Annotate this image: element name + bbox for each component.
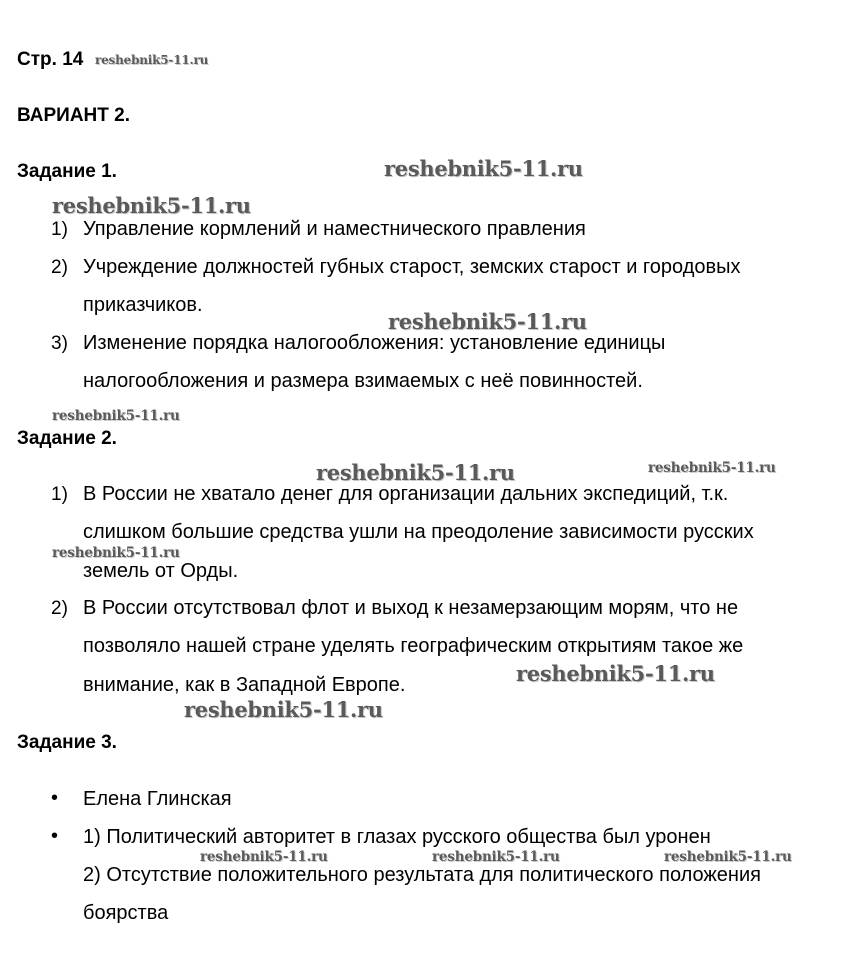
watermark: reshebnik5-11.ru [184,697,383,722]
task1-item-1-text: Управление кормлений и наместнического правления [83,218,586,240]
task2-item-2-text-cont2: внимание, как в Западной Европе. [83,674,406,696]
bullet-icon: • [51,825,59,847]
watermark: reshebnik5-11.ru [200,849,328,865]
task1-item-3-text-cont: налогообложения и размера взимаемых с неё повинностей. [83,370,643,392]
task1-item-1-number: 1) [51,219,68,240]
task3-title: Задание 3. [17,732,117,753]
task1-item-2-text: Учреждение должностей губных старост, земских старост и городовых [83,256,741,278]
task3-bullet-1-text: Елена Глинская [83,788,232,810]
watermark: reshebnik5-11.ru [52,193,251,218]
task1-item-2-text-cont: приказчиков. [83,294,203,316]
task3-bullet-2-line-2: 2) Отсутствие положительного результата для политического положения [83,864,761,886]
task2-item-1-text-cont2: земель от Орды. [83,560,239,582]
task2-item-1-text-cont: слишком большие средства ушли на преодоление зависимости русских [83,521,754,543]
watermark: reshebnik5-11.ru [432,849,560,865]
task1-title: Задание 1. [17,161,117,182]
bullet-icon: • [51,787,59,809]
variant-title: ВАРИАНТ 2. [17,105,130,126]
task3-bullet-2-line-1: 1) Политический авторитет в глазах русского общества был уронен [83,826,711,848]
watermark: reshebnik5-11.ru [648,460,776,476]
task1-item-3-number: 3) [51,333,68,354]
task1-item-2-number: 2) [51,257,68,278]
watermark: reshebnik5-11.ru [384,156,583,181]
watermark: reshebnik5-11.ru [52,408,180,424]
task2-item-2-text: В России отсутствовал флот и выход к незамерзающим морям, что не [83,597,739,619]
task2-item-2-text-cont: позволяло нашей стране уделять географическим открытиям такое же [83,635,744,657]
task2-item-1-number: 1) [51,484,68,505]
watermark: reshebnik5-11.ru [316,460,515,485]
watermark: reshebnik5-11.ru [664,849,792,865]
task3-bullet-2-line-3: боярства [83,902,169,924]
task2-item-1-text: В России не хватало денег для организации дальних экспедиций, т.к. [83,483,729,505]
watermark-header: reshebnik5-11.ru [95,53,209,67]
page-number: Стр. 14 [17,49,84,70]
watermark: reshebnik5-11.ru [388,309,587,334]
task2-title: Задание 2. [17,428,117,449]
task2-item-2-number: 2) [51,598,68,619]
watermark: reshebnik5-11.ru [516,661,715,686]
task1-item-3-text: Изменение порядка налогообложения: установление единицы [83,332,666,354]
watermark: reshebnik5-11.ru [52,545,180,561]
